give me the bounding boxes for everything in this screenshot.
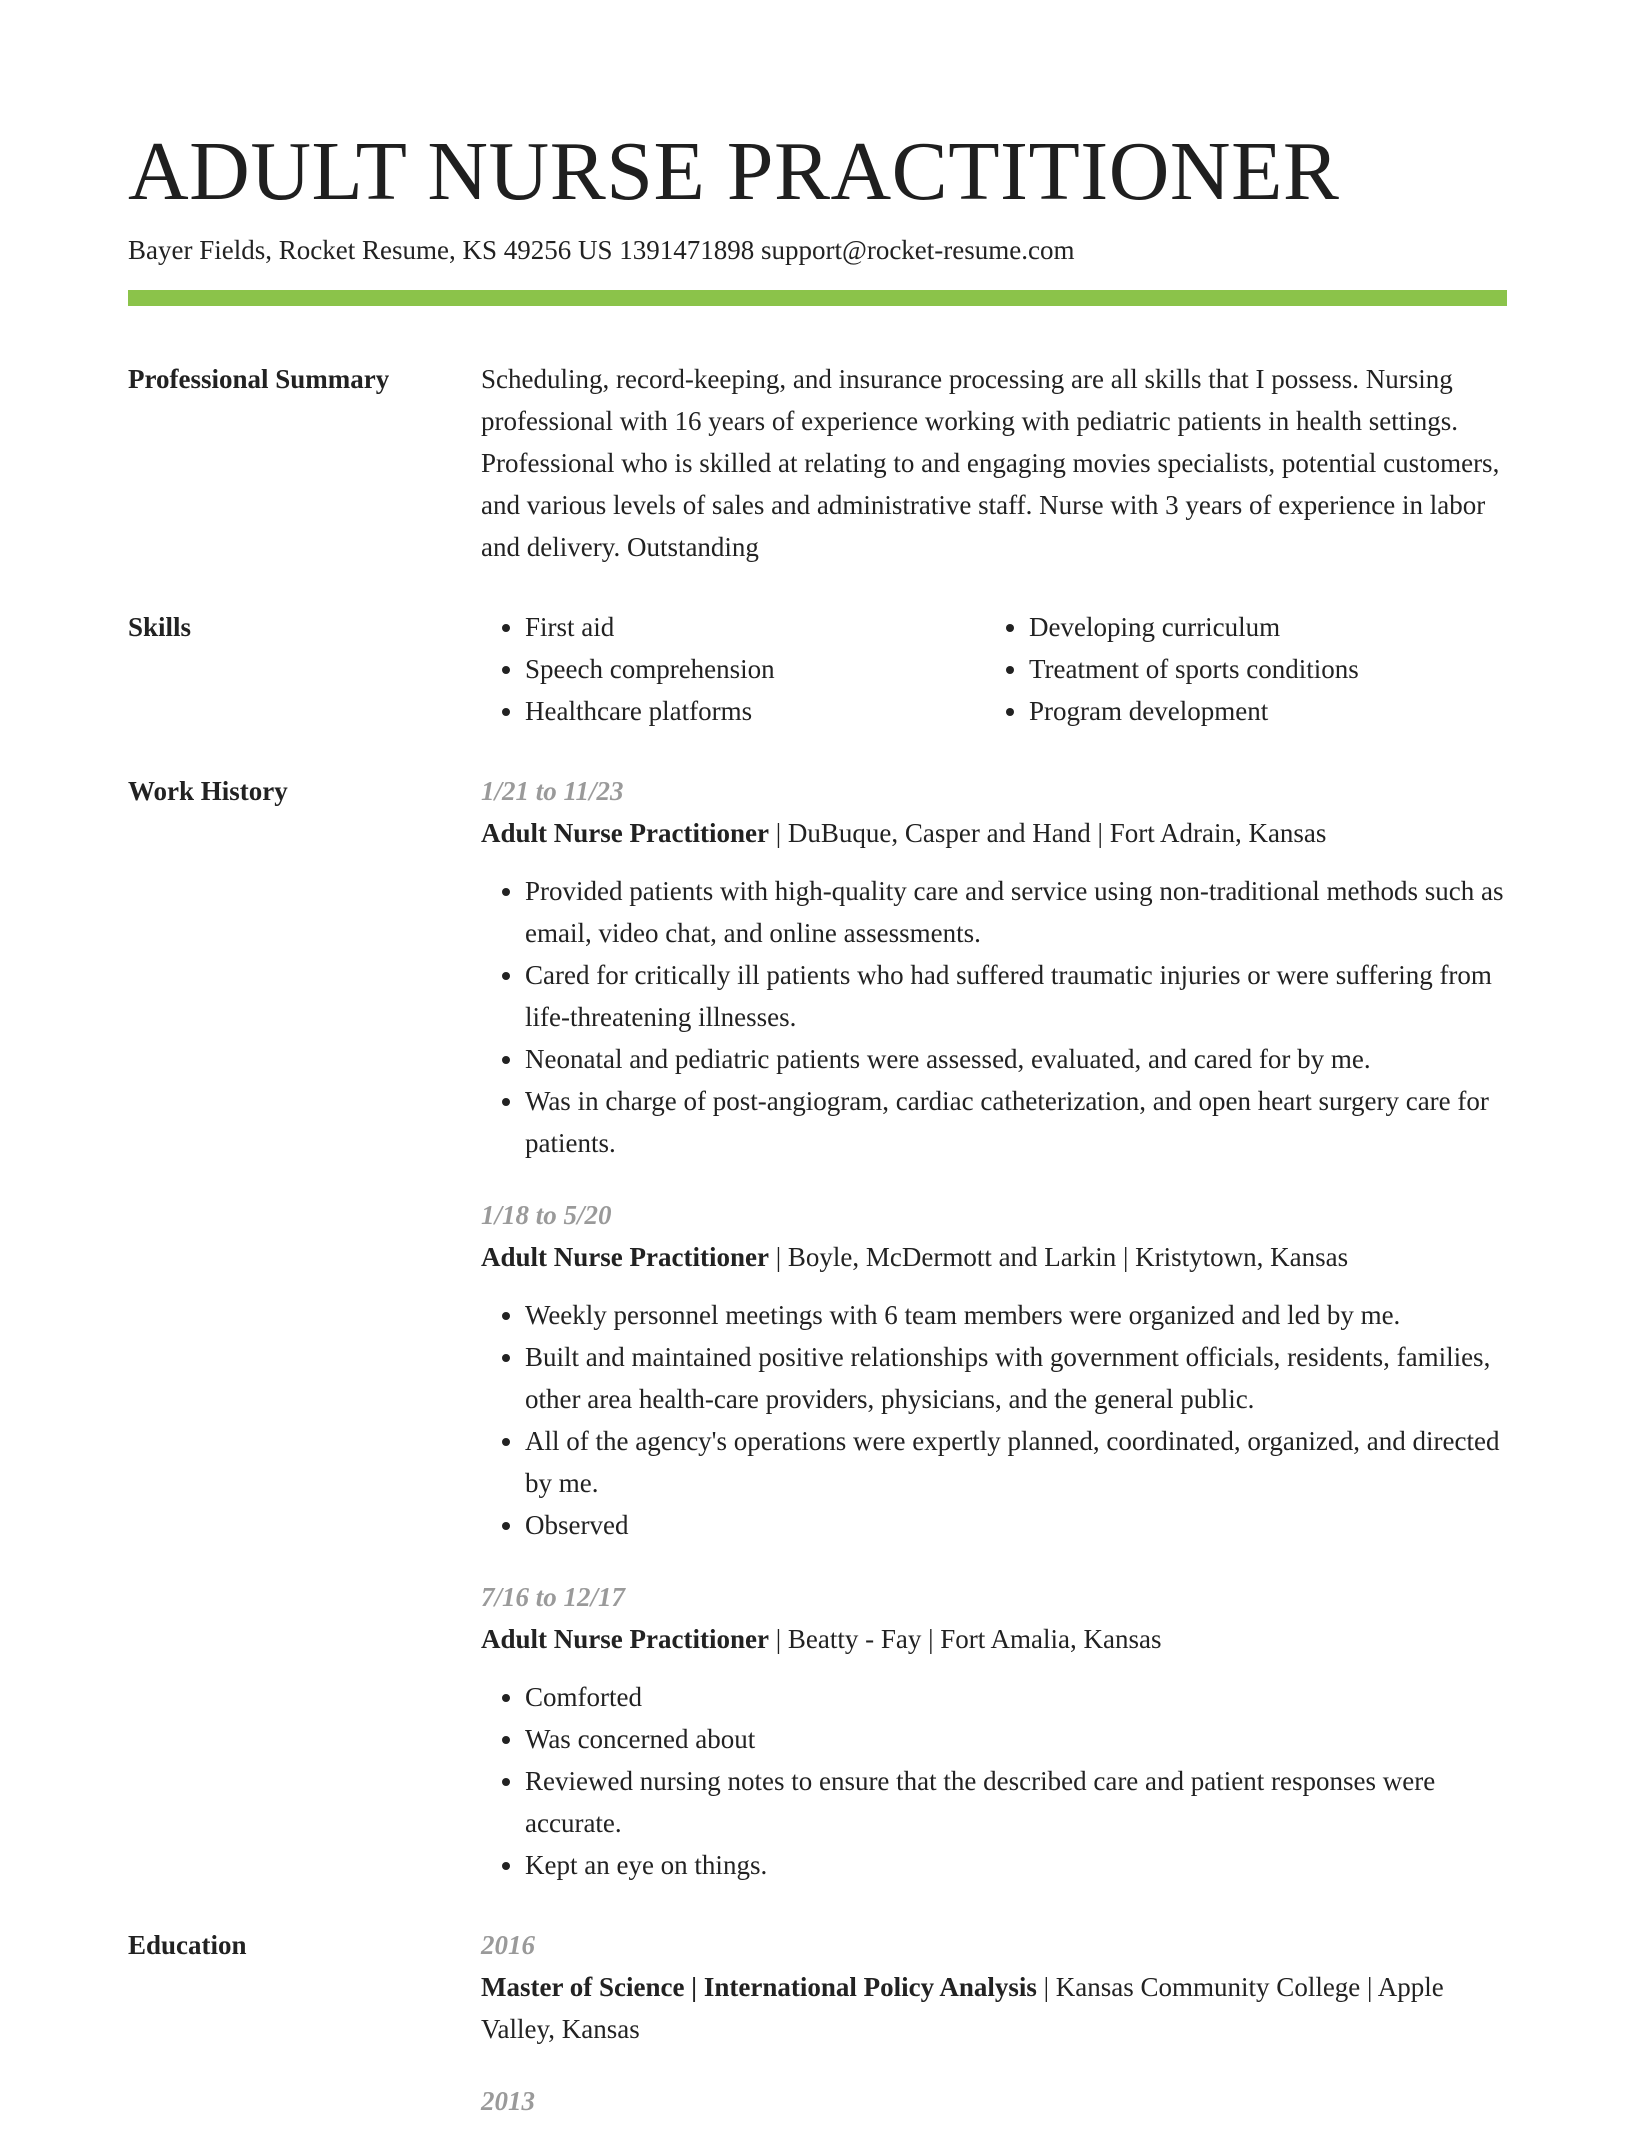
education-school: | Kansas Community College | Apple Valley, Kansas [481,1972,1444,2044]
job-employer: | Boyle, McDermott and Larkin | Kristytown, Kansas [768,1242,1349,1272]
job-role: Adult Nurse Practitioner [481,1242,769,1272]
job-role: Adult Nurse Practitioner [481,818,769,848]
job-title-line [481,812,1507,854]
skill-item: • Speech comprehension [525,648,985,690]
job-bullets [481,1294,1507,1546]
skill-item: • Healthcare platforms [525,690,985,732]
skill-item: • Program development [1029,690,1489,732]
job-bullets [481,1676,1507,1886]
section-label-education: Education [128,1930,247,1960]
job-bullet: • Comforted [525,1676,1507,1718]
job-employer: | DuBuque, Casper and Hand | Fort Adrain, Kansas [768,818,1327,848]
job-bullet: • All of the agency's operations were expertly planned, coordinated, organized, and directed by me. [525,1420,1507,1504]
education-entry [481,1924,1507,2050]
education-line [481,1966,1507,2050]
skills-section [128,606,1507,732]
skill-item: • First aid [525,606,985,648]
job-title-line [481,1618,1507,1660]
education-date: 2016 [481,1930,535,1960]
contact-line: Bayer Fields, Rocket Resume, KS 49256 US 1391471898 support@rocket-resume.com [128,235,1075,265]
job-bullets [481,870,1507,1164]
candidate-name: ADULT NURSE PRACTITIONER [128,125,1340,218]
job-bullet: • Weekly personnel meetings with 6 team members were organized and led by me. [525,1294,1507,1336]
summary-section [128,358,1507,568]
summary-text: Scheduling, record-keeping, and insurance processing are all skills that I possess. Nursing professional with 16 years of experience working with pediatric patients in health settings. Professional who is skilled at relating to and engaging movies specialists, potential customers, and various levels of sales and administrative staff. Nurse with 3 years of experience in labor and delivery. Outstanding [481,364,1500,562]
job-date: 1/21 to 11/23 [481,776,624,806]
job-employer: | Beatty - Fay | Fort Amalia, Kansas [768,1624,1162,1654]
education-entry [481,2080,1507,2122]
skill-item: • Treatment of sports conditions [1029,648,1489,690]
education-degree: Master of Science | International Policy Analysis [481,1972,1037,2002]
skills-list-left [481,606,985,732]
job-bullet: • Kept an eye on things. [525,1844,1507,1886]
section-label-skills: Skills [128,612,192,642]
work-history-section [128,770,1507,1886]
job-bullet: • Neonatal and pediatric patients were assessed, evaluated, and cared for by me. [525,1038,1507,1080]
job-date: 7/16 to 12/17 [481,1582,626,1612]
education-section [128,1924,1507,2152]
job-bullet: • Cared for critically ill patients who had suffered traumatic injuries or were suffering from life-threatening illnesses. [525,954,1507,1038]
job-entry [481,1194,1507,1546]
accent-divider [128,290,1507,306]
skills-list-right [985,606,1489,732]
job-date: 1/18 to 5/20 [481,1200,612,1230]
job-bullet: • Reviewed nursing notes to ensure that the described care and patient responses were accurate. [525,1760,1507,1844]
job-bullet: • Built and maintained positive relationships with government officials, residents, families, other area health-care providers, physicians, and the general public. [525,1336,1507,1420]
job-role: Adult Nurse Practitioner [481,1624,769,1654]
job-entry [481,770,1507,1164]
job-bullet: • Was in charge of post-angiogram, cardiac catheterization, and open heart surgery care for patients. [525,1080,1507,1164]
section-label-summary: Professional Summary [128,364,390,394]
education-date: 2013 [481,2086,535,2116]
job-entry [481,1576,1507,1886]
section-label-work: Work History [128,776,288,806]
skill-item: • Developing curriculum [1029,606,1489,648]
job-title-line [481,1236,1507,1278]
job-bullet: • Was concerned about [525,1718,1507,1760]
job-bullet: • Provided patients with high-quality care and service using non-traditional methods such as email, video chat, and online assessments. [525,870,1507,954]
resume-page [128,126,1507,2152]
job-bullet: • Observed [525,1504,1507,1546]
